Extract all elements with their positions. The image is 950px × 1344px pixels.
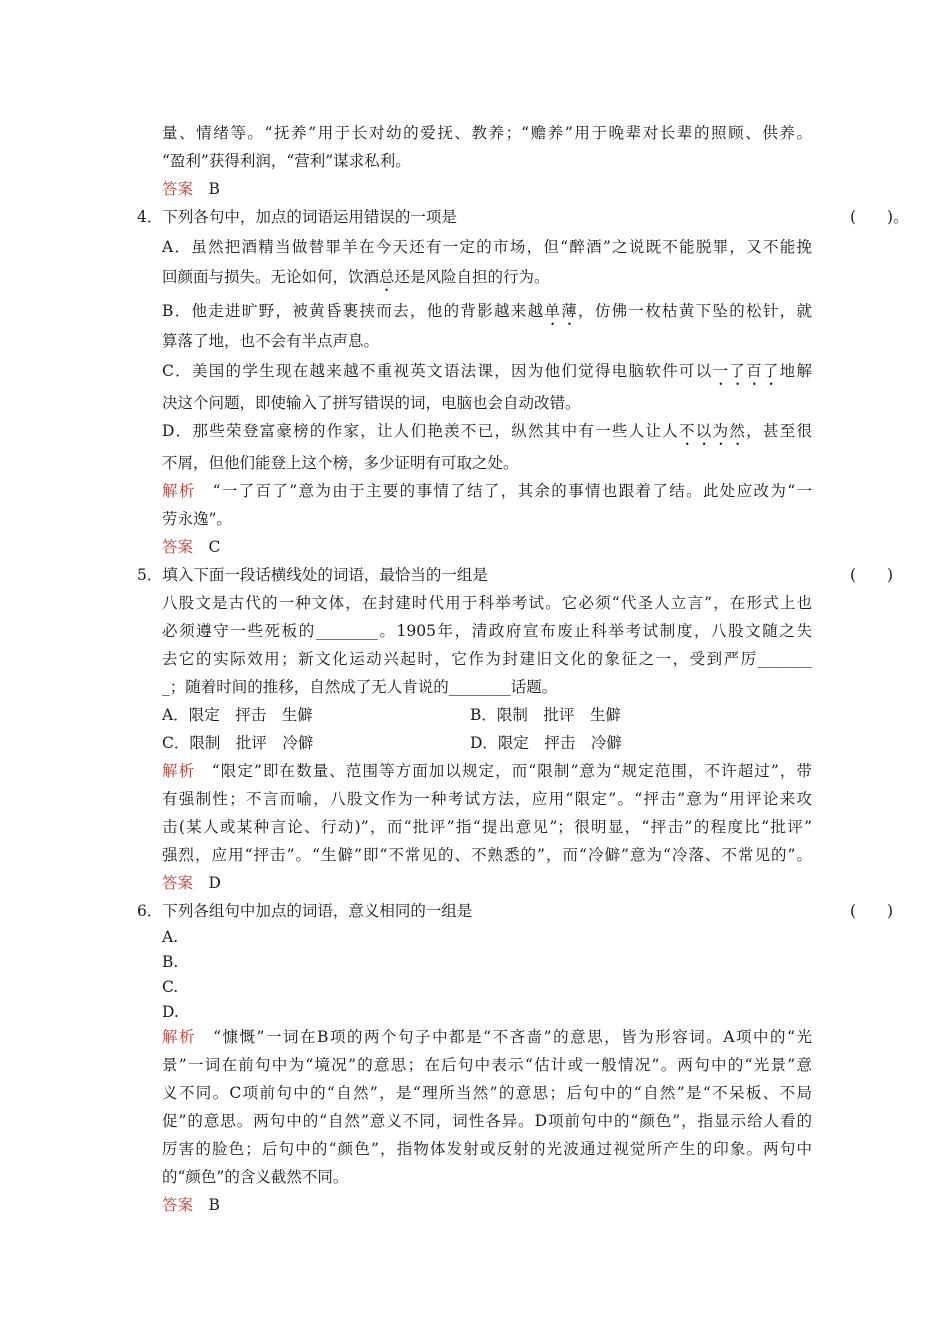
q6-answer-blank: ( ) <box>850 902 894 920</box>
q6-stem-text: 6．下列各组句中加点的词语，意义相同的一组是 <box>137 902 473 920</box>
q5-option-d: D．限定 抨击 冷僻 <box>470 734 622 752</box>
q6-analysis-line-2: 景”一词在前句中为“境况”的意思；在后句中表示“估计或一般情况”。两句中的“光景”意 <box>162 1056 812 1074</box>
q4-analysis-line-2: 劳永逸”。 <box>162 510 232 528</box>
q4-analysis-line-1 <box>162 480 812 502</box>
answer-label: 答案 <box>162 1196 194 1214</box>
q4-option-d-line-2: 不屑，但他们能登上这个榜，多少证明有可取之处。 <box>162 454 519 472</box>
prev-analysis-line-1: 量、情绪等。“抚养”用于长对幼的爱抚、教养；“赡养”用于晚辈对长辈的照顾、供养。 <box>162 124 812 142</box>
q6-analysis-line-4: 促”的意思。两句中的“自然”意义不同，词性各异。D项前句中的“颜色”，指显示给人看的 <box>162 1112 812 1130</box>
q6-stem <box>137 900 894 922</box>
q5-analysis-text-1: “限定”即在数量、范围等方面加以规定，而“限制”意为“规定范围，不许超过”，带 <box>211 762 812 780</box>
q4-c-dotted-word: 一了百了 <box>712 362 780 380</box>
q4-answer <box>162 536 812 558</box>
q4-d1-pre: D．那些荣登富豪榜的作家，让人们艳羡不已，纵然其中有一些人让人 <box>162 422 680 440</box>
q4-c1-pre: C．美国的学生现在越来越不重视英文语法课，因为他们觉得电脑软件可以 <box>162 362 713 380</box>
q6-answer <box>162 1194 812 1216</box>
q4-option-d-line-1 <box>162 420 812 449</box>
q5-option-c: C．限制 批评 冷僻 <box>162 734 314 752</box>
answer-value: B <box>208 1196 220 1214</box>
q5-analysis-line-2: 有强制性；不言而喻，八股文作为一种考试方法，应用“限定”。“抨击”意为“用评论来攻 <box>162 790 812 808</box>
q4-analysis-text-1: “一了百了”意为由于主要的事情了结了，其余的事情也跟着了结。此处应改为“一 <box>212 482 812 500</box>
q5-analysis-line-1 <box>162 760 812 782</box>
q5-stem <box>137 564 894 586</box>
answer-label: 答案 <box>162 874 194 892</box>
q4-option-b-line-2: 算落了地，也不会有半点声息。 <box>162 332 380 350</box>
q4-option-a-line-1: A．虽然把酒精当做替罪羊在今天还有一定的市场，但“醉酒”之说既不能脱罪，又不能挽 <box>162 238 812 256</box>
q4-c1-post: 地解 <box>779 362 812 380</box>
q4-option-c-line-1 <box>162 360 812 389</box>
q6-analysis-line-3: 义不同。C项前句中的“自然”，是“理所当然”的意思；后句中的“自然”是“不呆板、不局 <box>162 1084 812 1102</box>
q4-option-a-line-2 <box>162 266 812 295</box>
q6-option-b: B. <box>162 953 179 971</box>
answer-label: 答案 <box>162 538 194 556</box>
q4-d-dotted-word: 不以为然 <box>679 422 747 440</box>
q5-passage-line-3: 去它的实际效用；新文化运动兴起时，它作为封建旧文化的象征之一，受到严厉_______ <box>162 650 812 668</box>
q5-analysis-line-3: 击(某人或某种言论、行动)”，而“批评”指“提出意见”；很明显，“抨击”的程度比“批评” <box>162 818 812 836</box>
q4-b-dotted-word: 单薄 <box>544 302 578 320</box>
q4-a2-post: 还是风险自担的行为。 <box>394 268 550 286</box>
q5-passage-line-4: _；随着时间的推移，自然成了无人肯说的________话题。 <box>162 678 558 696</box>
q5-answer-blank: ( ) <box>850 566 894 584</box>
q5-analysis-line-4: 强烈，应用“抨击”。“生僻”即“不常见的、不熟悉的”，而“冷僻”意为“冷落、不常见的”。 <box>162 846 812 864</box>
q6-analysis-line-5: 厉害的脸色；后句中的“颜色”，指物体发射或反射的光波通过视觉所产生的印象。两句中 <box>162 1140 812 1158</box>
q6-analysis-text-1: “慷慨”一词在B项的两个句子中都是“不吝啬”的意思，皆为形容词。A项中的“光 <box>213 1028 812 1046</box>
analysis-label: 解析 <box>162 762 196 780</box>
answer-value: D <box>208 874 221 892</box>
q6-analysis-line-1 <box>162 1026 812 1048</box>
q5-passage-line-2: 必须遵守一些死板的________。1905年，清政府宣布废止科举考试制度，八股文随之失 <box>162 622 812 640</box>
q5-option-b: B．限制 批评 生僻 <box>470 706 621 724</box>
q4-option-b-line-1 <box>162 300 812 329</box>
q4-a2-pre: 回颜面与损失。无论如何，饮酒 <box>162 268 380 286</box>
q6-option-a: A. <box>162 928 179 946</box>
answer-label: 答案 <box>162 180 194 198</box>
answer-value: B <box>208 180 220 198</box>
q5-passage-line-1: 八股文是古代的一种文体，在封建时代用于科举考试。它必须“代圣人立言”，在形式上也 <box>162 594 812 612</box>
q5-answer <box>162 872 812 894</box>
q4-d1-post: ，甚至很 <box>746 422 812 440</box>
prev-analysis-line-2: “盈利”获得利润，“营利”谋求私利。 <box>162 152 411 170</box>
analysis-label: 解析 <box>162 482 196 500</box>
q4-b1-post: ，仿佛一枚枯黄下坠的松针，就 <box>578 302 812 320</box>
answer-value: C <box>208 538 221 556</box>
q6-option-c: C. <box>162 978 179 996</box>
q6-option-d: D. <box>162 1003 179 1021</box>
q4-answer-blank: ( )。 <box>850 208 909 226</box>
q4-a-dotted-word: 总 <box>379 268 395 286</box>
prev-answer <box>162 178 812 200</box>
q5-option-a: A．限定 抨击 生僻 <box>162 706 313 724</box>
q4-option-c-line-2: 决这个问题，即使输入了拼写错误的词，电脑也会自动改错。 <box>162 394 581 412</box>
q4-stem-text: 4．下列各句中，加点的词语运用错误的一项是 <box>137 208 457 226</box>
analysis-label: 解析 <box>162 1028 197 1046</box>
q4-stem <box>137 206 909 228</box>
q5-stem-text: 5．填入下面一段话横线处的词语，最恰当的一组是 <box>137 566 488 584</box>
q6-analysis-line-6: 的“颜色”的含义截然不同。 <box>162 1168 349 1186</box>
q4-b1-pre: B．他走进旷野，被黄昏裹挟而去，他的背影越来越 <box>162 302 545 320</box>
